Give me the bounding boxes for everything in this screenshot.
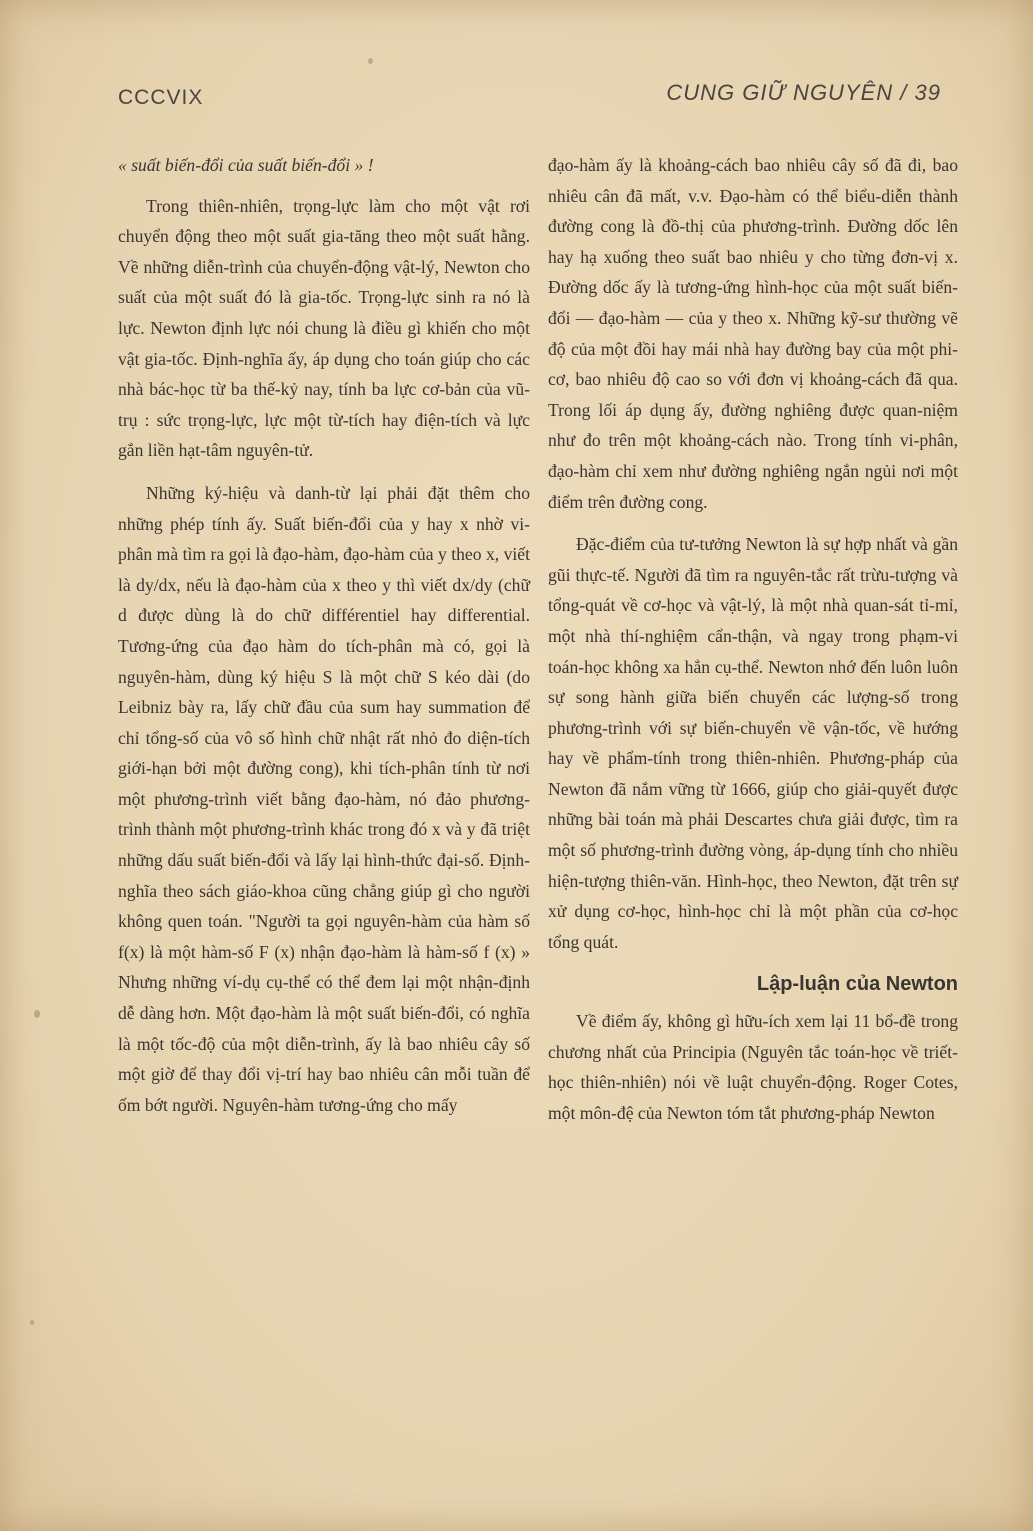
paragraph: Đặc-điểm của tư-tưởng Newton là sự hợp nhất và gần gũi thực-tế. Người đã tìm ra nguyên-tắc rất trừu-tượng và tổng-quát về cơ-học và vật-lý, là một nhà quan-sát tỉ-mỉ, một nhà thí-nghiệm cẩn-thận, và ngay trong phạm-vi toán-học không xa hẳn cụ-thể. Newton nhớ đến luôn luôn sự song hành giữa biến chuyển các lượng-số trong phương-trình với sự biến-chuyển về vận-tốc, về hướng hay về phẩm-tính trong thiên-nhiên. Phương-pháp của Newton đã nắm vững từ 1666, giúp cho giải-quyết được những bài toán mà phải Descartes chưa giải được, tìm ra một số phương-trình đường vòng, áp-dụng tính cho nhiều hiện-tượng thiên-văn. Hình-học, theo Newton, đặt trên sự xử dụng cơ-học, hình-học chỉ là một phần của cơ-học tổng quát. — [548, 534, 958, 952]
section-heading: Lập-luận của Newton — [756, 973, 958, 996]
left-column — [118, 150, 530, 1132]
paragraph: đạo-hàm ấy là khoảng-cách bao nhiêu cây số đã đi, bao nhiêu cân đã mất, v.v. Đạo-hàm có thể biểu-diễn thành đường cong là đồ-thị của phương-trình. Đường dốc lên hay hạ xuống theo suất bao nhiêu y cho từng đơn-vị x. Đường dốc ấy là tương-ứng hình-học của một suất biến-đổi — đạo-hàm — của y theo x. Những kỹ-sư thường vẽ độ của một đồi hay mái nhà hay đường bay của một phi-cơ, bao nhiêu độ cao so với đơn vị khoảng-cách đã qua. Trong lối áp dụng ấy, đường nghiêng được quan-niệm như đo trên một khoảng-cách nào. Trong tính vi-phân, đạo-hàm chỉ xem như đường nghiêng ngắn ngủi nơi một điểm trên đường cong. — [548, 155, 958, 512]
paragraph: Trong thiên-nhiên, trọng-lực làm cho một vật rơi chuyển động theo một suất gia-tăng theo một suất hằng. Về những diễn-trình của chuyển-động vật-lý, Newton cho suất của một suất đó là gia-tốc. Trọng-lực sinh ra nó là lực. Newton định lực nói chung là điều gì khiến cho một vật gia-tốc. Định-nghĩa ấy, áp dụng cho toán giúp cho các nhà bác-học từ ba thế-kỷ nay, tính ba lực cơ-bản của vũ-trụ : sức trọng-lực, lực một từ-tích hay điện-tích và lực gắn liền hạt-tâm nguyên-tử. — [118, 195, 530, 461]
running-header: CUNG GIỮ NGUYÊN / 39 — [666, 80, 941, 105]
paragraph: Những ký-hiệu và danh-từ lại phải đặt thêm cho những phép tính ấy. Suất biến-đổi của y hay x nhờ vi-phân mà tìm ra gọi là đạo-hàm, đạo-hàm của y theo x, viết là dy/dx, nếu là đạo-hàm của x theo y thì viết dx/dy (chữ d được dùng là do chữ différentiel hay differential. Tương-ứng của đạo hàm do tích-phân mà có, gọi là nguyên-hàm, dùng ký hiệu S là một chữ S kéo dài (do Leibniz bày ra, lấy chữ đầu của sum hay summation để chỉ tổng-số của vô số hình chữ nhật rất nhỏ đo diện-tích giới-hạn bởi một đường cong), khi tích-phân tính từ nơi một phương-trình viết bằng đạo-hàm, nó đảo phương-trình thành một phương-trình khác trong đó x và y đã triệt những dấu suất biến-đổi và lấy lại hình-thức đại-số. Định-nghĩa theo sách giáo-khoa cũng chẳng giúp gì cho người không quen toán. "Người ta gọi nguyên-hàm của hàm số f(x) là một hàm-số F (x) nhận đạo-hàm là hàm-số f (x) » Nhưng những ví-dụ cụ-thể có thể đem lại một nhận-định dễ dàng hơn. Một đạo-hàm là một suất biến-đổi, có nghĩa là một tốc-độ của một diễn-trình, ấy là bao nhiêu cây số một giờ để thay đổi vị-trí hay bao nhiêu cân mỗi tuần để ốm bớt người. Nguyên-hàm tương-ứng cho mấy — [118, 482, 530, 1115]
paper-spot — [34, 1010, 40, 1018]
lead-quote: « suất biến-đổi của suất biến-đổi » ! — [118, 155, 374, 175]
right-column — [548, 150, 958, 1140]
paragraph: Về điểm ấy, không gì hữu-ích xem lại 11 bổ-đề trong chương nhất của Principia (Nguyên tắc toán-học về triết-học thiên-nhiên) nói về luật chuyển-động. Roger Cotes, một môn-đệ của Newton tóm tắt phương-pháp Newton — [548, 1011, 958, 1123]
paper-spot — [30, 1320, 34, 1325]
page-section-number: CCCVIX — [118, 86, 204, 109]
paper-spot — [368, 58, 373, 64]
